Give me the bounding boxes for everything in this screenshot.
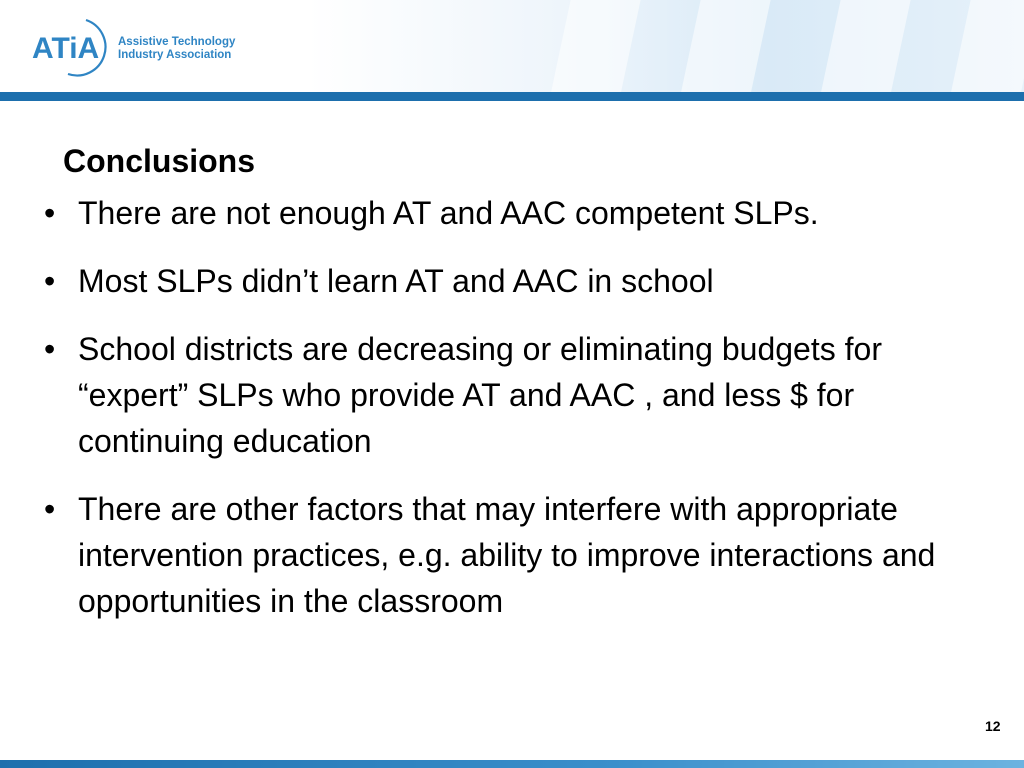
bullet-text: There are not enough AT and AAC competent SLPs. — [78, 195, 819, 231]
header-decor-stripe — [815, 0, 915, 92]
slide-title: Conclusions — [63, 143, 256, 179]
slide-header — [0, 0, 1024, 92]
footer-rule — [0, 760, 1024, 768]
atia-logo — [28, 16, 268, 78]
page-number: 12 — [985, 718, 1001, 734]
logo-name-line1: Assistive Technology — [118, 36, 236, 48]
bullet-dot-icon: • — [44, 491, 56, 527]
header-rule — [0, 92, 1024, 101]
bullet-dot-icon: • — [44, 263, 56, 299]
header-decor-stripe — [545, 0, 645, 92]
logo-name-line2: Industry Association — [118, 49, 232, 61]
atia-logo-name — [118, 36, 235, 62]
bullet-dot-icon: • — [44, 331, 56, 367]
bullet-list — [40, 190, 940, 646]
atia-logo-mark-text: ATiA — [32, 32, 100, 65]
atia-logo-mark-icon — [28, 16, 118, 78]
header-decor-stripe — [675, 0, 775, 92]
bullet-text: There are other factors that may interfere with appropriate intervention practices, e.g. ability to improve interactions and opportunities in the classroom — [78, 491, 936, 619]
bullet-item — [40, 190, 940, 236]
bullet-item — [40, 486, 940, 624]
header-decor-stripe — [945, 0, 1024, 92]
bullet-item — [40, 258, 940, 304]
bullet-item — [40, 326, 940, 464]
bullet-text: School districts are decreasing or eliminating budgets for “expert” SLPs who provide AT and AAC , and less $ for continuing education — [78, 331, 882, 459]
bullet-text: Most SLPs didn’t learn AT and AAC in school — [78, 263, 714, 299]
bullet-dot-icon: • — [44, 195, 56, 231]
